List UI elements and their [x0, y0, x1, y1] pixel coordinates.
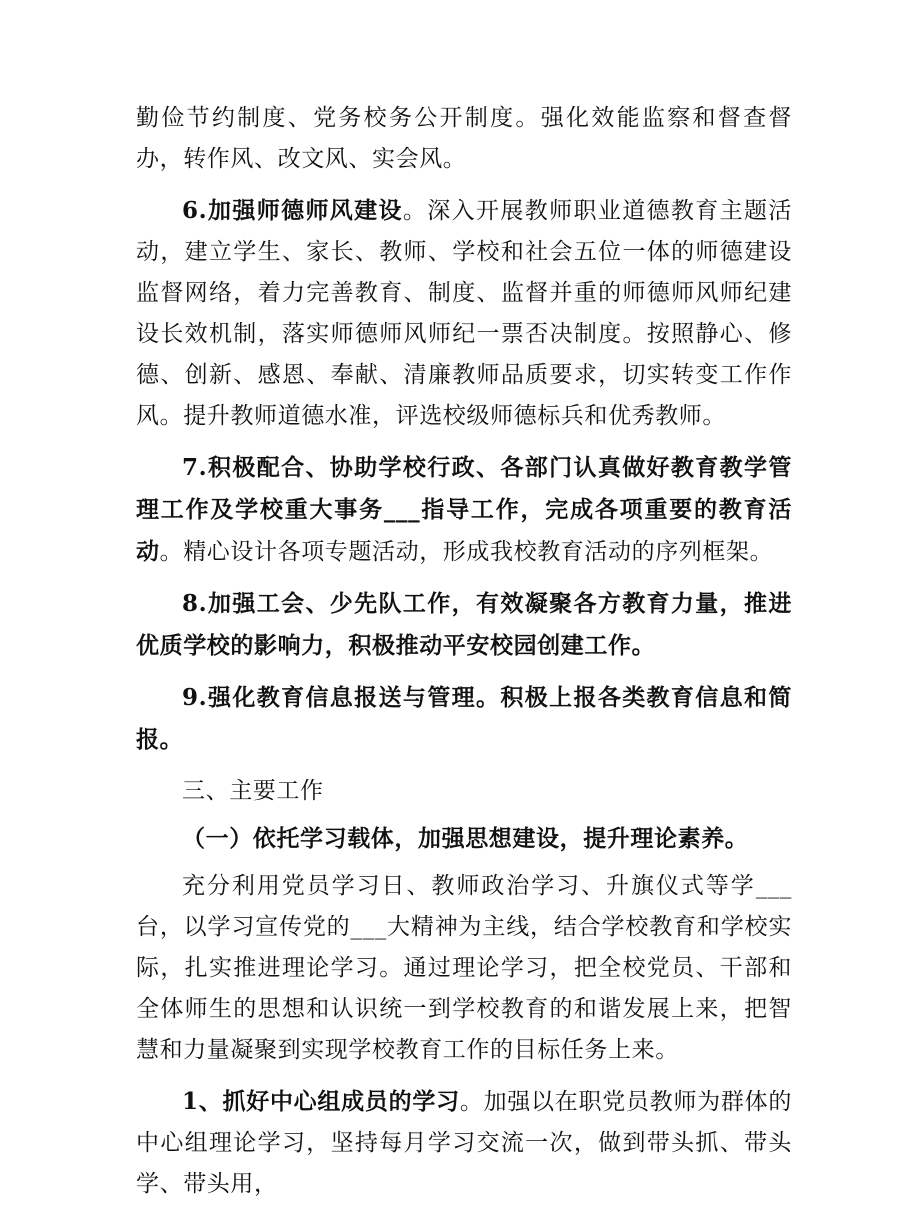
paragraph-item-7 — [136, 447, 792, 573]
paragraph-item-6 — [136, 190, 792, 437]
paragraph-item-8 — [136, 583, 792, 667]
paragraph-bold-lead: 9.强化教育信息报送与管理。积极上报各类教育信息和简报。 — [136, 684, 792, 753]
paragraph-text: 。精心设计各项专题活动，形成我校教育活动的序列框架。 — [159, 539, 774, 565]
paragraph-bold-lead: 7.积极配合、协助学校行政、各部门认真做好教育教学管理工作及学校重大事务___指导工作，完成各项重要的教育活动 — [136, 454, 792, 565]
section-heading-main-work — [136, 771, 792, 812]
paragraph-bold-lead: 6.加强师德师风建设 — [182, 197, 403, 224]
paragraph-bold-lead: 1、抓好中心组成员的学习 — [182, 1088, 460, 1115]
paragraph-bold-lead: 8.加强工会、少先队工作，有效凝聚各方教育力量，推进优质学校的影响力，积极推动平安校园创建工作。 — [136, 590, 792, 659]
paragraph-text: 。深入开展教师职业道德教育主题活动，建立学生、家长、教师、学校和社会五位一体的师德建设监督网络，着力完善教育、制度、监督并重的师德师风师纪建设长效机制，落实师德师风师纪一票否决制度。按照静心、修德、创新、感恩、奉献、清廉教师品质要求，切实转变工作作风。提升教师道德水准，评选校级师德标兵和优秀教师。 — [136, 198, 792, 429]
paragraph-study — [136, 866, 792, 1071]
paragraph-item-9 — [136, 677, 792, 761]
paragraph-1 — [136, 98, 792, 180]
subsection-heading-1 — [136, 818, 792, 860]
subsection-heading-text: （一）依托学习载体，加强思想建设，提升理论素养。 — [182, 825, 749, 852]
paragraph-item-1-central-group — [136, 1081, 792, 1205]
paragraph-text: 。加强以在职党员教师为群体的中心组理论学习，坚持每月学习交流一次，做到带头抓、带头学、带头用， — [136, 1089, 792, 1197]
paragraph-text: 充分利用党员学习日、教师政治学习、升旗仪式等学___台，以学习宣传党的___大精神为主线，结合学校教育和学校实际，扎实推进理论学习。通过理论学习，把全校党员、干部和全体师生的思想和认识统一到学校教育的和谐发展上来，把智慧和力量凝聚到实现学校教育工作的目标任务上来。 — [136, 873, 792, 1063]
paragraph-text: 勤俭节约制度、党务校务公开制度。强化效能监察和督查督办，转作风、改文风、实会风。 — [136, 105, 792, 172]
section-heading-text: 三、主要工作 — [182, 778, 324, 804]
